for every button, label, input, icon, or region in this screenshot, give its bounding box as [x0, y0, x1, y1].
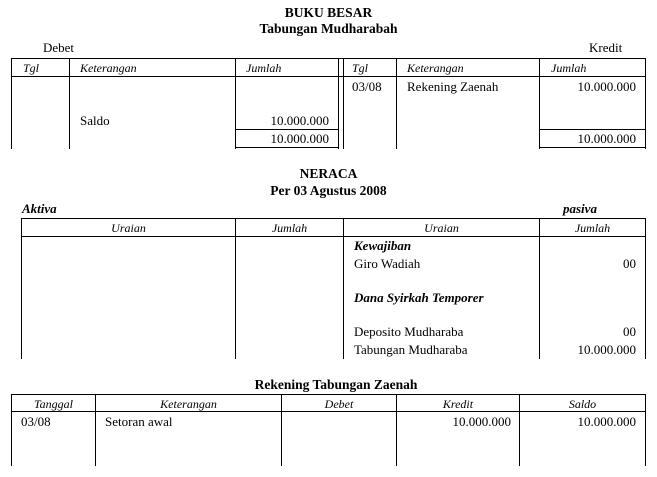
debit-row-jumlah: 10.000.000	[270, 113, 329, 128]
neraca-subtitle: Per 03 Agustus 2008	[270, 183, 387, 198]
neraca-vline	[235, 218, 236, 359]
ledger-subtitle: Tabungan Mudharabah	[259, 21, 398, 36]
debit-total: 10.000.000	[270, 131, 329, 146]
rekening-top-border	[11, 394, 646, 395]
neraca-vline	[343, 218, 344, 359]
pasiva-row-jumlah: 00	[623, 324, 636, 339]
neraca-vline	[21, 218, 22, 359]
ledger-title: BUKU BESAR	[284, 5, 373, 20]
neraca-header-border	[21, 236, 646, 237]
credit-row-jumlah: 10.000.000	[577, 79, 636, 94]
pasiva-header-jumlah: Jumlah	[574, 221, 611, 235]
ledger-vline	[338, 58, 339, 149]
credit-label: Kredit	[589, 40, 623, 55]
debit-total-line	[235, 129, 338, 130]
pasiva-row-uraian: Giro Wadiah	[354, 256, 421, 271]
credit-total: 10.000.000	[577, 131, 636, 146]
debit-total-underline	[235, 147, 338, 148]
credit-header-jumlah: Jumlah	[551, 61, 587, 75]
debit-header-keterangan: Keterangan	[80, 61, 137, 75]
debit-header-jumlah: Jumlah	[246, 61, 282, 75]
pasiva-header-uraian: Uraian	[424, 221, 459, 235]
ledger-vline	[69, 58, 70, 149]
rekening-title: Rekening Tabungan Zaenah	[254, 377, 418, 392]
credit-row-keterangan: Rekening Zaenah	[407, 79, 499, 94]
pasiva-row-jumlah: 00	[623, 256, 636, 271]
debit-row-keterangan: Saldo	[80, 113, 110, 128]
debit-label: Debet	[43, 40, 75, 55]
pasiva-dana-syirkah-heading: Dana Syirkah Temporer	[354, 290, 484, 305]
ledger-header-border	[11, 76, 645, 77]
pasiva-row-uraian: Deposito Mudharaba	[354, 324, 464, 339]
aktiva-label: Aktiva	[22, 201, 57, 216]
pasiva-label: pasiva	[563, 201, 597, 216]
ledger-vline	[11, 58, 12, 149]
rekening-header-keterangan: Keterangan	[160, 397, 217, 411]
credit-row-tgl: 03/08	[352, 79, 382, 94]
rekening-row-kredit: 10.000.000	[452, 414, 511, 429]
ledger-vline	[396, 58, 397, 149]
credit-total-line	[539, 129, 645, 130]
rekening-row-keterangan: Setoran awal	[105, 414, 173, 429]
ledger-vline	[645, 58, 646, 149]
pasiva-kewajiban-heading: Kewajiban	[354, 238, 412, 253]
pasiva-row-uraian: Tabungan Mudharaba	[354, 342, 468, 357]
rekening-header-kredit: Kredit	[442, 397, 474, 411]
neraca-vline	[645, 218, 646, 359]
rekening-row-saldo: 10.000.000	[577, 414, 636, 429]
rekening-row-tanggal: 03/08	[21, 414, 51, 429]
credit-header-keterangan: Keterangan	[407, 61, 464, 75]
neraca-top-border	[21, 218, 646, 219]
rekening-header-debet: Debet	[324, 397, 354, 411]
ledger-vline	[343, 58, 344, 149]
neraca-title: NERACA	[299, 166, 358, 181]
ledger-top-border	[11, 58, 645, 59]
aktiva-header-uraian: Uraian	[111, 221, 146, 235]
aktiva-header-jumlah: Jumlah	[271, 221, 308, 235]
credit-total-underline	[539, 147, 645, 148]
credit-header-tgl: Tgl	[352, 61, 369, 75]
pasiva-row-jumlah: 10.000.000	[577, 342, 636, 357]
rekening-vline	[645, 394, 646, 466]
rekening-header-tanggal: Tanggal	[34, 397, 73, 411]
rekening-header-saldo: Saldo	[568, 397, 597, 411]
debit-header-tgl: Tgl	[23, 61, 40, 75]
